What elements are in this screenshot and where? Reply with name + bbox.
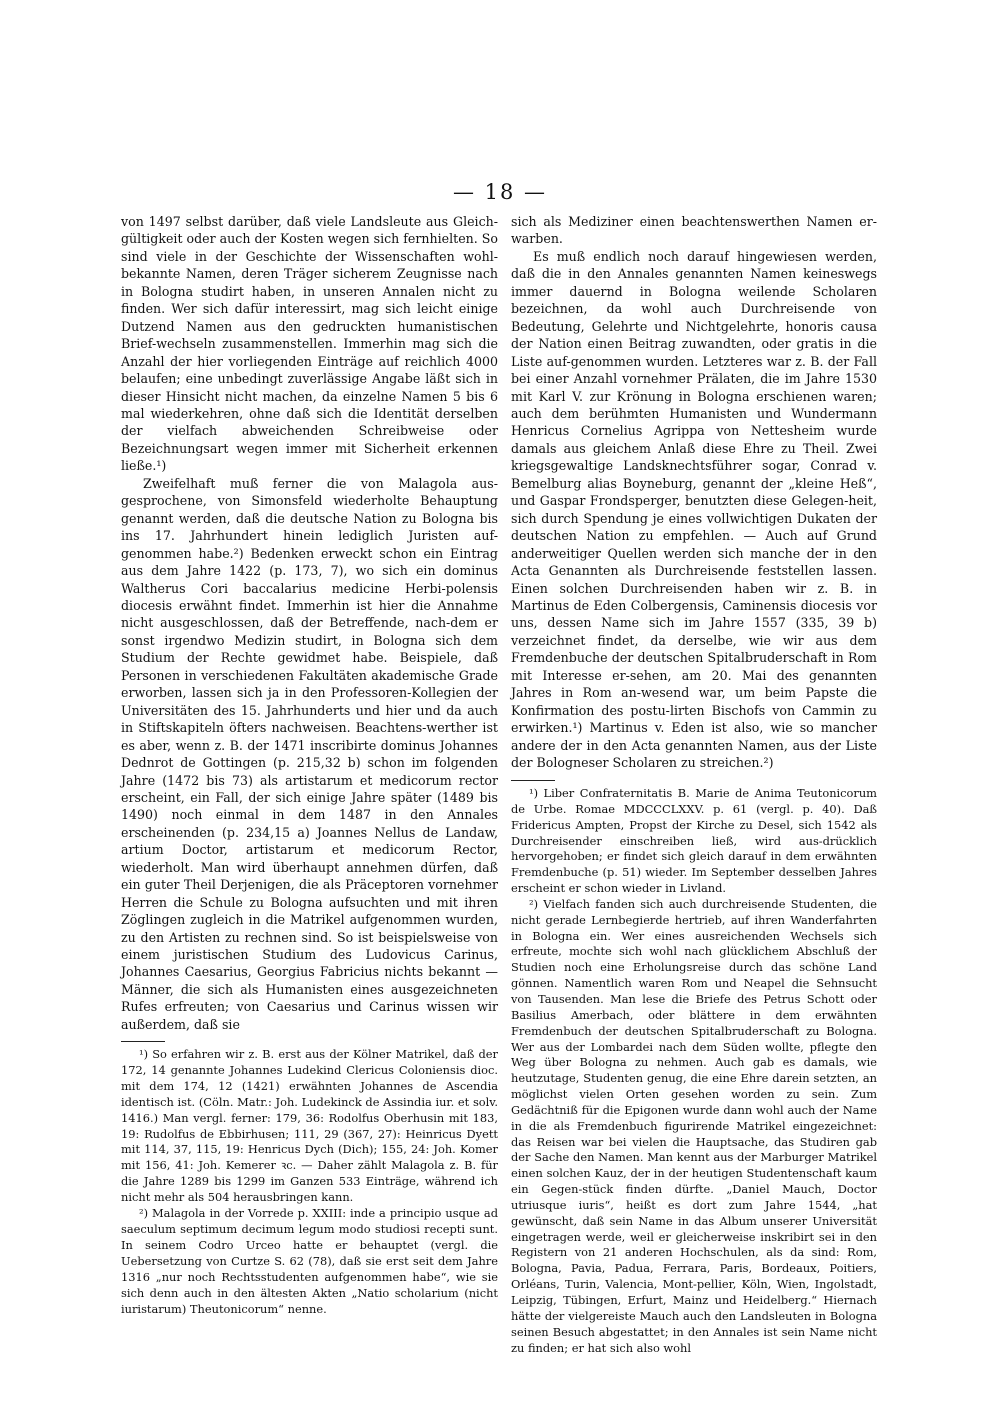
footnote-left-1: ¹) So erfahren wir z. B. erst aus der Kölner Matrikel, daß der 172, 14 genannte Johannes Ludekind Clericus Coloniensis dioc. mit dem 174, 12 (1421) erwähnten Johannes de Ascendia identisch ist. (Cöln. Matr.: Joh. Ludekinck de Assindia iur. et solv. 1416.) Man vergl. ferner: 179, 36: Rodolfus Oberhusin mit 183, 19: Rudolfus de Ebbirhusen; 111, 29 (367, 27): Heinricus Dyett mit 114, 37, 115, 19: Henricus Dych (Dich); 155, 24: Joh. Komer mit 156, 41: Joh. Kemerer ꝛc. — Daher zählt Malagola z. B. für die Jahre 1289 bis 1299 im Ganzen 533 Einträge, während ich nicht mehr als 504 herausbringen kann. <box>121 1047 498 1205</box>
right-paragraph-2: Es muß endlich noch darauf hingewiesen werden, daß die in den Annales genannten Namen keineswegs immer dauernd in Bologna weilende Scholaren bezeichnen, da wohl auch Durchreisende von Bedeutung, Gelehrte und Nichtgelehrte, honoris causa der Nation einen Beitrag zuwandten, oder gratis in die Liste auf-genommen wurden. Letzteres war z. B. der Fall bei einer Anzahl vornehmer Prälaten, die im Jahre 1530 mit Karl V. zur Krönung in Bologna erschienen waren; auch dem berühmten Humanisten und Wundermann Henricus Cornelius Agrippa von Nettesheim wurde damals aus gleichem Anlaß diese Ehre zu Theil. Zwei kriegsgewaltige Landsknechtsführer sogar, Conrad v. Bemelburg alias Boyneburg, genannt der „kleine Heß“, und Gaspar Frondsperger, benutzten diese Gelegen-heit, sich durch Spendung je eines vollwichtigen Dukaten der deutschen Nation zu empfehlen. — Auch auf Grund anderweitiger Quellen werden sich manche der in den Acta Genannten als Durchreisende feststellen lassen. Einen solchen Durchreisenden haben wir z. B. in Martinus de Eden Colbergensis, Caminensis diocesis vor uns, dessen Name sich im Jahre 1557 (335, 39 b) verzeichnet findet, da derselbe, wie wir aus dem Fremdenbuche der deutschen Spitalbruderschaft in Rom mit Interesse er-sehen, am 20. Mai des genannten Jahres in Rom an-wesend war, um beim Papste die Konfirmation des postu-lirten Bischofs von Cammin zu erwirken.¹) Martinus v. Eden ist also, wie so mancher andere der in den Acta genannten Namen, aus der Liste der Bologneser Scholaren zu streichen.²) <box>511 248 877 771</box>
left-column <box>121 213 498 1033</box>
footnote-left-2: ²) Malagola in der Vorrede p. XXIII: inde a principio usque ad saeculum septimum decimum legum modo studiosi recepti sunt. In seinem Codro Urceo hatte er behauptet (vergl. die Uebersetzung von Curtze S. 62 (78), daß sie erst seit dem Jahre 1316 „nur noch Rechtsstudenten aufgenommen habe“, wie sie sich denn auch in den ältesten Akten „Natio scholarium (nicht iuristarum) Theutonicorum“ nenne. <box>121 1206 498 1316</box>
footnote-right-1: ¹) Liber Confraternitatis B. Marie de Anima Teutonicorum de Urbe. Romae MDCCCLXXV. p. 61 (vergl. p. 40). Daß Fridericus Ampten, Propst der Kirche zu Desel, sich 1542 als Durchreisender einschreiben ließ, wird aus-drücklich hervorgehoben; er findet sich gleich darauf in dem erwähnten Fremdenbuche (p. 51) wieder. Im September desselben Jahres erscheint er schon wieder in Livland. <box>511 786 877 896</box>
page-number: — 18 — <box>452 180 548 204</box>
footnote-right-2: ²) Vielfach fanden sich auch durchreisende Studenten, die nicht gerade Lernbegierde hertrieb, auf ihren Wanderfahrten in Bologna ein. Wer eines ausreichenden Wechsels sich erfreute, mochte sich wohl nach glücklichem Abschluß der Studien noch eine Erholungsreise durch das schöne Land gönnen. Namentlich waren Rom und Neapel die Sehnsucht von Tausenden. Man lese die Briefe des Petrus Schott oder Basilius Amerbach, oder blättere in dem erwähnten Fremdenbuch der deutschen Spitalbruderschaft zu Bologna. Wer aus der Lombardei nach dem Süden wollte, pflegte den Weg über Bologna zu nehmen. Auch gab es damals, wie heutzutage, Studenten genug, die eine Ehre darein setzten, an möglichst vielen Orten gesehen worden zu sein. Zum Gedächtniß für die Epigonen wurde dann wohl auch der Name in die als Fremdenbuch figurirende Matrikel eingezeichnet: das Reisen war bei vielen die Hauptsache, das Studiren gab der Sache den Namen. Man kennt aus der Marburger Matrikel einen solchen Kauz, der in der heutigen Studentenschaft kaum ein Gegen-stück finden dürfte. „Daniel Mauch, Doctor utriusque iuris“, heißt es dort zum Jahre 1544, „hat gewünscht, daß sein Name in das Album unserer Universität eingetragen werde, weil er gleicherweise inskribirt sei in den Registern von 21 anderen Hochschulen, als da sind: Rom, Bologna, Pavia, Padua, Ferrara, Paris, Bordeaux, Poitiers, Orléans, Turin, Valencia, Mont-pellier, Köln, Wien, Ingolstadt, Leipzig, Tübingen, Erfurt, Mainz und Heidelberg.“ Hiernach hätte der vielgereiste Mauch auch den Landsleuten in Bologna seinen Besuch abgestattet; in den Annales ist sein Name nicht zu finden; er hat sich also wohl <box>511 896 877 1355</box>
footnote-divider-left <box>121 1041 165 1042</box>
left-paragraph-2: Zweifelhaft muß ferner die von Malagola aus-gesprochene, von Simonsfeld wiederholte Behauptung genannt werden, daß die deutsche Nation zu Bologna bis ins 17. Jahrhundert hinein lediglich Juristen auf-genommen habe.²) Bedenken erweckt schon ein Eintrag aus dem Jahre 1422 (p. 173, 7), wo sich ein dominus Waltherus Cori baccalarius medicine Herbi-polensis diocesis erwähnt findet. Immerhin ist hier die Annahme nicht ausgeschlossen, daß der Betreffende, nach-dem er sonst irgendwo Medizin studirt, in Bologna sich dem Studium der Rechte gewidmet habe. Beispiele, daß Personen in verschiedenen Fakultäten akademische Grade erworben, lassen sich ja in den Professoren-Kollegien der Universitäten des 15. Jahrhunderts und hier und da auch in Stiftskapiteln öfters nachweisen. Beachtens-werther ist es aber, wenn z. B. der 1471 inscribirte dominus Johannes Dednrot de Gottingen (p. 215,32 b) schon im folgenden Jahre (1472 bis 73) als artistarum et medicorum rector erscheint, ein Fall, der sich einige Jahre später (1489 bis 1490) noch einmal in dem 1487 in den Annales erscheinenden (p. 234,15 a) Joannes Nellus de Landaw, artium Doctor, artistarum et medicorum Rector, wiederholt. Man wird überhaupt annehmen dürfen, daß ein guter Theil Derjenigen, die als Präceptoren vornehmer Herren die Schule zu Bologna aufsuchten und mit ihren Zöglingen zugleich in die Matrikel aufgenommen wurden, zu den Artisten zu rechnen sind. So ist beispielsweise von einem juristischen Studium des Ludovicus Carinus, Johannes Caesarius, Georgius Fabricius nichts bekannt — Männer, die sich als Humanisten eines ausgezeichneten Rufes erfreuten; von Caesarius und Carinus wissen wir außerdem, daß sie <box>121 475 498 1032</box>
right-column <box>511 213 877 772</box>
footnote-divider-right <box>511 780 555 781</box>
right-footnotes <box>511 786 877 1356</box>
left-footnotes <box>121 1047 498 1317</box>
left-paragraph-1: von 1497 selbst darüber, daß viele Landsleute aus Gleich-gültigkeit oder auch der Kosten wegen sich fernhielten. So sind viele in der Geschichte der Wissenschaften wohl-bekannte Namen, deren Träger sicherem Zeugnisse nach in Bologna studirt haben, in unseren Annalen nicht zu finden. Wer sich dafür interessirt, mag sich leicht einige Dutzend Namen aus den gedruckten humanistischen Brief-wechseln zusammenstellen. Immerhin mag sich die Anzahl der hier vorliegenden Einträge auf reichlich 4000 belaufen; eine unbedingt zuverlässige Angabe läßt sich in dieser Hinsicht nicht machen, da einzelne Namen 5 bis 6 mal wiederkehren, ohne daß sich die Identität derselben der vielfach abweichenden Schreibweise oder Bezeichnungsart wegen immer mit Sicherheit erkennen ließe.¹) <box>121 214 498 474</box>
right-paragraph-1: sich als Mediziner einen beachtenswerthen Namen er-warben. <box>511 214 877 247</box>
